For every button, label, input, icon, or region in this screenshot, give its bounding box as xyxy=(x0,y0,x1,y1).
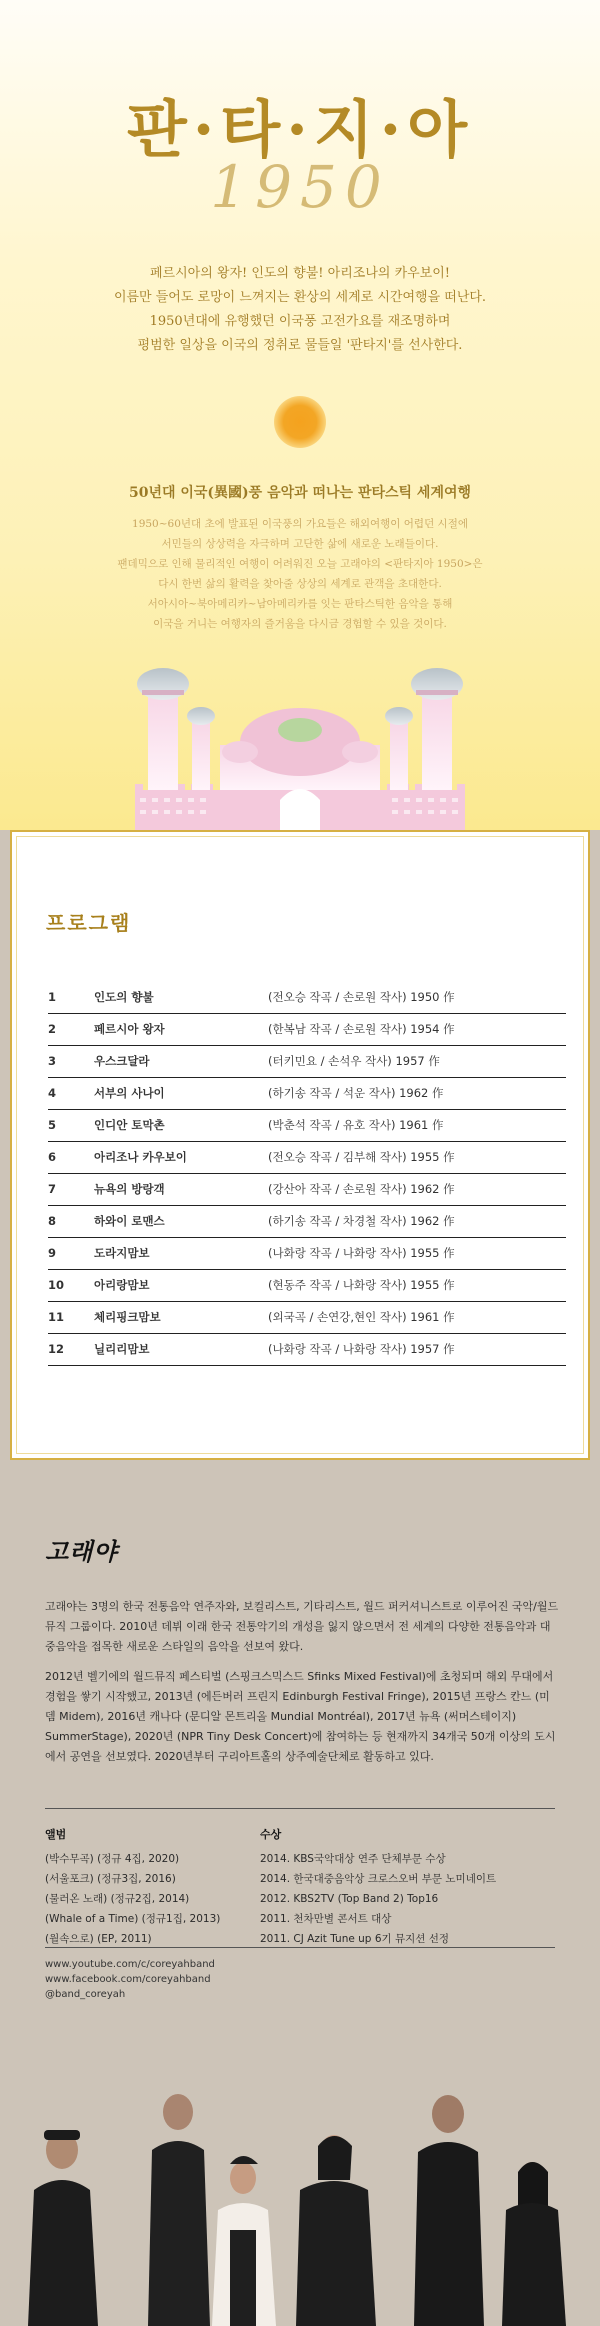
album-item: (박수무곡) (정규 4집, 2020) xyxy=(45,1853,180,1865)
awards-heading: 수상 xyxy=(260,1828,282,1841)
intro-line: 평범한 일상을 이국의 정취로 물들일 '판타지'를 선사한다. xyxy=(137,338,463,353)
divider xyxy=(45,1947,555,1948)
program-row xyxy=(48,1270,566,1302)
album-item: (Whale of a Time) (정규1집, 2013) xyxy=(45,1913,221,1925)
albums-column xyxy=(45,1825,295,1949)
instagram-handle[interactable]: @band_coreyah xyxy=(45,1989,126,2000)
program-row xyxy=(48,1046,566,1078)
program-credit: (전오승 작곡 / 김부해 작사) 1955 作 xyxy=(268,1150,455,1164)
program-row xyxy=(48,1078,566,1110)
description-line: 1950~60년대 초에 발표된 이국풍의 가요들은 해외여행이 어렵던 시절에 xyxy=(132,518,468,530)
program-row xyxy=(48,1110,566,1142)
program-number: 10 xyxy=(48,1278,65,1292)
program-song-title: 닐리리맘보 xyxy=(94,1342,150,1356)
program-credit: (터키민요 / 손석우 작사) 1957 作 xyxy=(268,1054,440,1068)
hero-description xyxy=(60,514,540,634)
intro-text xyxy=(60,262,540,358)
program-number: 11 xyxy=(48,1310,65,1324)
program-number: 8 xyxy=(48,1214,57,1228)
award-item: 2011. CJ Azit Tune up 6기 뮤지션 선정 xyxy=(260,1933,450,1945)
band-links xyxy=(45,1957,215,2002)
program-song-title: 아리조나 카우보이 xyxy=(94,1150,187,1164)
program-number: 3 xyxy=(48,1054,57,1068)
program-number: 5 xyxy=(48,1118,57,1132)
albums-heading: 앨범 xyxy=(45,1828,67,1841)
description-line: 서민들의 상상력을 자극하며 고단한 삶에 새로운 노래들이다. xyxy=(161,538,439,550)
intro-line: 이름만 들어도 로망이 느껴지는 환상의 세계로 시간여행을 떠난다. xyxy=(113,290,487,305)
program-song-title: 뉴욕의 방랑객 xyxy=(94,1182,165,1196)
band-logo: 고래야 xyxy=(45,1538,118,1566)
award-item: 2014. KBS국악대상 연주 단체부문 수상 xyxy=(260,1853,446,1865)
program-number: 7 xyxy=(48,1182,57,1196)
program-credit: (하기송 작곡 / 차경철 작사) 1962 作 xyxy=(268,1214,455,1228)
intro-line: 1950년대에 유행했던 이국풍 고전가요를 재조명하며 xyxy=(149,314,451,329)
program-song-title: 아리랑맘보 xyxy=(94,1278,150,1292)
sun-icon xyxy=(274,396,326,448)
album-item: (월속으로) (EP, 2011) xyxy=(45,1933,152,1945)
program-section xyxy=(10,830,590,1460)
award-item: 2011. 천차만별 콘서트 대상 xyxy=(260,1913,392,1925)
program-row xyxy=(48,1142,566,1174)
program-credit: (현동주 작곡 / 나화랑 작사) 1955 作 xyxy=(268,1278,455,1292)
program-song-title: 하와이 로맨스 xyxy=(94,1214,165,1228)
program-number: 2 xyxy=(48,1022,57,1036)
program-song-title: 인도의 향불 xyxy=(94,990,154,1004)
description-line: 팬데믹으로 인해 물리적인 여행이 어려워진 오늘 고래야의 <판타지아 1950>은 xyxy=(117,558,483,570)
intro-line: 페르시아의 왕자! 인도의 향불! 아리조나의 카우보이! xyxy=(149,266,451,281)
program-credit: (박춘석 작곡 / 유호 작사) 1961 作 xyxy=(268,1118,444,1132)
artist-section xyxy=(0,1460,600,2326)
divider xyxy=(45,1808,555,1809)
program-row xyxy=(48,1206,566,1238)
program-song-title: 서부의 사나이 xyxy=(94,1086,165,1100)
program-credit: (전오승 작곡 / 손로원 작사) 1950 作 xyxy=(268,990,455,1004)
youtube-link[interactable]: www.youtube.com/c/coreyahband xyxy=(45,1959,215,1970)
program-song-title: 인디안 토막촌 xyxy=(94,1118,165,1132)
hero-section xyxy=(0,0,600,830)
program-row xyxy=(48,1238,566,1270)
program-list xyxy=(48,982,566,1366)
program-number: 12 xyxy=(48,1342,65,1356)
program-row xyxy=(48,982,566,1014)
program-row xyxy=(48,1334,566,1366)
program-credit: (외국곡 / 손연강,현인 작사) 1961 作 xyxy=(268,1310,455,1324)
bio-paragraph: 2012년 벨기에의 월드뮤직 페스티벌 (스핑크스믹스드 Sfinks Mixed Festival)에 초청되며 해외 무대에서 경험을 쌓기 시작했고, 2013년 (에든버러 프린지 Edinburgh Festival Fringe), 2015년 프랑스 칸느 (미뎀 Midem), 2016년 캐나다 (문디알 몬트리올 Mundial Montréal), 2017년 뉴욕 (써머스테이지) SummerStage), 2020년 (NPR Tiny Desk Concert)에 참여하는 등 현재까지 34개국 50개 이상의 도시에서 공연을 선보였다. 2020년부터 구리아트홀의 상주예술단체로 활동하고 있다. xyxy=(45,1670,556,1763)
program-row xyxy=(48,1302,566,1334)
program-credit: (나화랑 작곡 / 나화랑 작사) 1955 作 xyxy=(268,1246,455,1260)
description-line: 다시 한번 삶의 활력을 찾아줄 상상의 세계로 관객을 초대한다. xyxy=(158,578,442,590)
award-item: 2012. KBS2TV (Top Band 2) Top16 xyxy=(260,1893,439,1905)
program-credit: (강산아 작곡 / 손로원 작사) 1962 作 xyxy=(268,1182,455,1196)
description-line: 이국을 거니는 여행자의 즐거움을 다시금 경험할 수 있을 것이다. xyxy=(153,618,447,630)
awards-column xyxy=(260,1825,555,1949)
main-title: 판·타·지·아 xyxy=(126,93,474,166)
award-item: 2014. 한국대중음악상 크로스오버 부문 노미네이트 xyxy=(260,1873,497,1885)
program-credit: (한복남 작곡 / 손로원 작사) 1954 作 xyxy=(268,1022,455,1036)
album-item: (물러온 노래) (정규2집, 2014) xyxy=(45,1893,190,1905)
program-number: 6 xyxy=(48,1150,57,1164)
title-year: 1950 xyxy=(210,153,390,221)
program-credit: (하기송 작곡 / 석운 작사) 1962 作 xyxy=(268,1086,444,1100)
description-line: 서아시아~북아메리카~남아메리카를 잇는 판타스틱한 음악을 통해 xyxy=(147,598,453,610)
band-bio xyxy=(45,1597,560,1777)
program-number: 1 xyxy=(48,990,57,1004)
program-row xyxy=(48,1174,566,1206)
band-photo xyxy=(0,2060,600,2326)
palace-illustration xyxy=(130,650,470,830)
program-number: 4 xyxy=(48,1086,57,1100)
program-song-title: 페르시아 왕자 xyxy=(94,1022,165,1036)
album-item: (서울포크) (정규3집, 2016) xyxy=(45,1873,176,1885)
program-credit: (나화랑 작곡 / 나화랑 작사) 1957 作 xyxy=(268,1342,455,1356)
bio-paragraph: 고래야는 3명의 한국 전통음악 연주자와, 보컬리스트, 기타리스트, 월드 퍼커셔니스트로 이루어진 국악/월드뮤직 그룹이다. 2010년 데뷔 이래 한국 전통악기의 개성을 잃지 않으면서 전 세계의 다양한 전통음악과 대중음악을 접목한 새로운 스타일의 음악을 선보여 왔다. xyxy=(45,1600,559,1653)
program-number: 9 xyxy=(48,1246,57,1260)
program-song-title: 도라지맘보 xyxy=(94,1246,150,1260)
hero-subtitle: 50년대 이국(異國)풍 음악과 떠나는 판타스틱 세계여행 xyxy=(128,485,472,501)
program-song-title: 우스크달라 xyxy=(94,1054,150,1068)
program-row xyxy=(48,1014,566,1046)
program-song-title: 체리핑크맘보 xyxy=(94,1310,161,1324)
program-title: 프로그램 xyxy=(46,911,132,935)
title-block xyxy=(0,95,600,235)
facebook-link[interactable]: www.facebook.com/coreyahband xyxy=(45,1974,211,1985)
